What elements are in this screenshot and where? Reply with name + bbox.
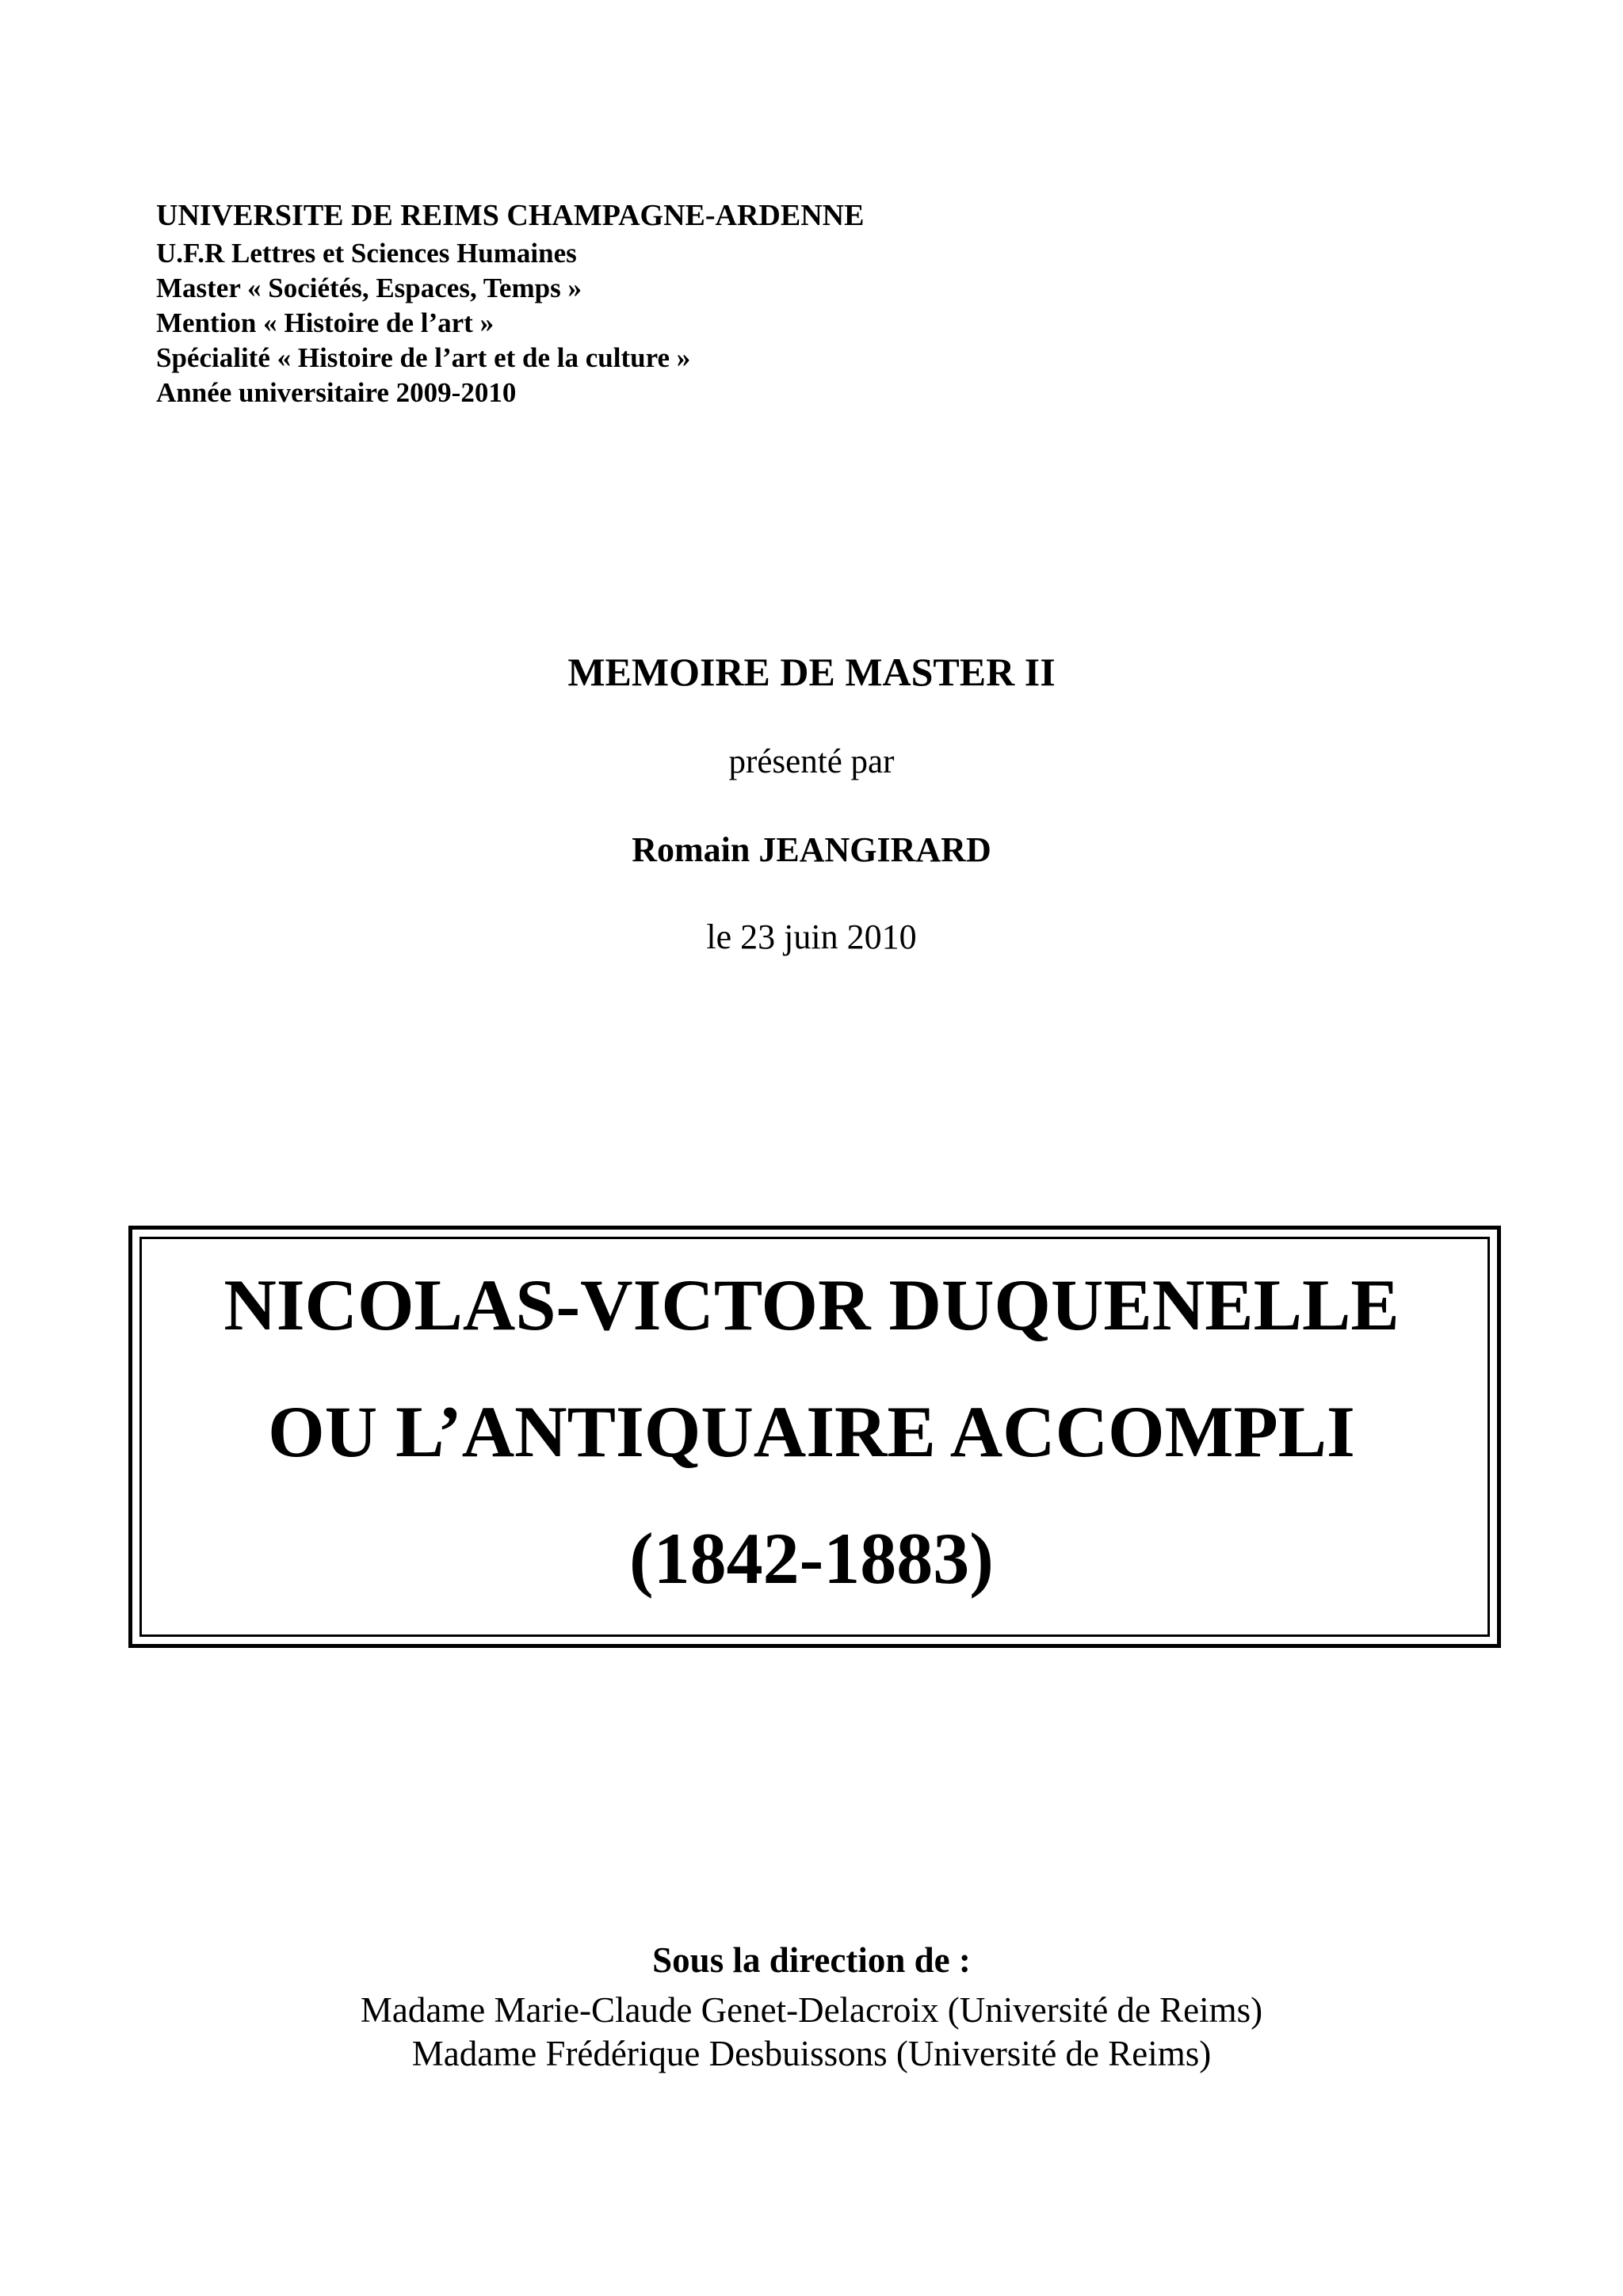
presentation-date: le 23 juin 2010 — [706, 917, 917, 956]
ufr-name: U.F.R Lettres et Sciences Humaines — [156, 238, 577, 269]
author-name: Romain JEANGIRARD — [632, 830, 991, 869]
master-program: Master « Sociétés, Espaces, Temps » — [156, 273, 582, 303]
specialite: Spécialité « Histoire de l’art et de la culture » — [156, 342, 691, 373]
title-line-1: NICOLAS-VICTOR DUQUENELLE — [223, 1264, 1400, 1345]
university-name: UNIVERSITE DE REIMS CHAMPAGNE-ARDENNE — [156, 199, 865, 232]
supervisor-1: Madame Marie-Claude Genet-Delacroix (Université de Reims) — [360, 1990, 1263, 2030]
presented-by: présenté par — [728, 743, 895, 780]
institution-header — [156, 195, 1266, 410]
title-line-2: OU L’ANTIQUAIRE ACCOMPLI — [268, 1391, 1355, 1472]
academic-year: Année universitaire 2009-2010 — [156, 377, 517, 408]
supervision-heading: Sous la direction de : — [652, 1940, 971, 1980]
thesis-type: MEMOIRE DE MASTER II — [567, 650, 1056, 694]
mention: Mention « Histoire de l’art » — [156, 307, 495, 338]
thesis-title — [0, 1241, 1623, 1622]
title-line-3: (1842-1883) — [629, 1518, 994, 1599]
supervisor-2: Madame Frédérique Desbuissons (Université de Reims) — [411, 2034, 1212, 2073]
